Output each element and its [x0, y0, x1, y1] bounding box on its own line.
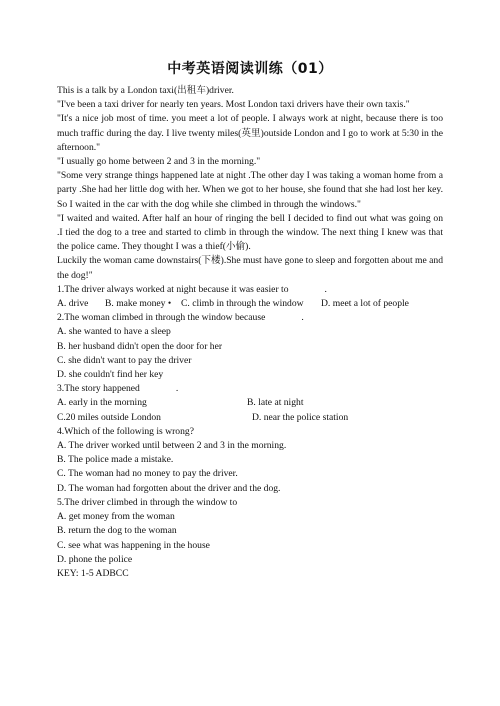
option-b: B. her husband didn't open the door for her	[57, 340, 223, 352]
option-a: A. The driver worked until between 2 and 3 in the morning.	[57, 440, 287, 452]
option-c: C. she didn't want to pay the driver	[57, 354, 192, 366]
option-a: A. early in the morning	[57, 397, 147, 409]
passage-paragraph: "I usually go home between 2 and 3 in the morning."	[57, 156, 261, 168]
option-d: D. meet a lot of people	[321, 298, 409, 310]
passage-paragraph: "It's a nice job most of time. you meet a lot of people. I always work at night, because there is too much traffic during the day. I live twenty miles(英里)outside London and I go to work at 5:30 in the afternoon."	[57, 113, 443, 153]
question-3-options-row-1	[57, 396, 443, 410]
answer-key: KEY: 1-5 ADBCC	[57, 567, 129, 579]
question-5-stem: 5.The driver climbed in through the window to	[57, 496, 238, 508]
option-d: D. The woman had forgotten about the driver and the dog.	[57, 482, 281, 494]
question-4-stem: 4.Which of the following is wrong?	[57, 425, 194, 437]
question-2-stem: 2.The woman climbed in through the window because .	[57, 312, 304, 324]
question-1-stem: 1.The driver always worked at night because it was easier to .	[57, 283, 327, 295]
option-c: C. climb in through the window	[181, 298, 304, 310]
document-title: 中考英语阅读训练（01）	[167, 61, 333, 77]
passage-paragraph: "I've been a taxi driver for nearly ten years. Most London taxi drivers have their own taxis."	[57, 99, 410, 111]
passage-paragraph: Luckily the woman came downstairs(下楼).She must have gone to sleep and forgotten about me and the dog!"	[57, 255, 443, 281]
option-c: C. The woman had no money to pay the driver.	[57, 468, 238, 480]
option-c: C.20 miles outside London	[57, 411, 161, 423]
question-1-options	[57, 297, 443, 311]
option-a: A. drive	[57, 298, 89, 310]
option-c: C. see what was happening in the house	[57, 539, 210, 551]
option-b: B. return the dog to the woman	[57, 525, 177, 537]
document-page	[57, 60, 443, 581]
passage-paragraph: "I waited and waited. After half an hour of ringing the bell I decided to find out what was going on .I tied the dog to a tree and started to climb in through the window. The next thing I knew was that the police came. They thought I was a thief(小偷).	[57, 212, 443, 253]
option-d: D. phone the police	[57, 553, 133, 565]
passage-paragraph: "Some very strange things happened late at night .The other day I was taking a woman home from a party .She had her little dog with her. When we got to her house, she found that she had lost her key. So I waited in the car with the dog while she climbed in through the windows."	[57, 170, 443, 210]
option-a: A. get money from the woman	[57, 511, 175, 523]
option-a: A. she wanted to have a sleep	[57, 326, 171, 338]
option-b: B. late at night	[247, 397, 304, 409]
option-b: B. make money •	[105, 298, 172, 310]
option-d: D. she couldn't find her key	[57, 369, 164, 381]
option-d: D. near the police station	[252, 411, 349, 423]
passage-paragraph: This is a talk by a London taxi(出租车)driver.	[57, 85, 234, 96]
question-3-options-row-2	[57, 411, 443, 425]
question-3-stem: 3.The story happened .	[57, 383, 179, 395]
option-b: B. The police made a mistake.	[57, 454, 174, 466]
